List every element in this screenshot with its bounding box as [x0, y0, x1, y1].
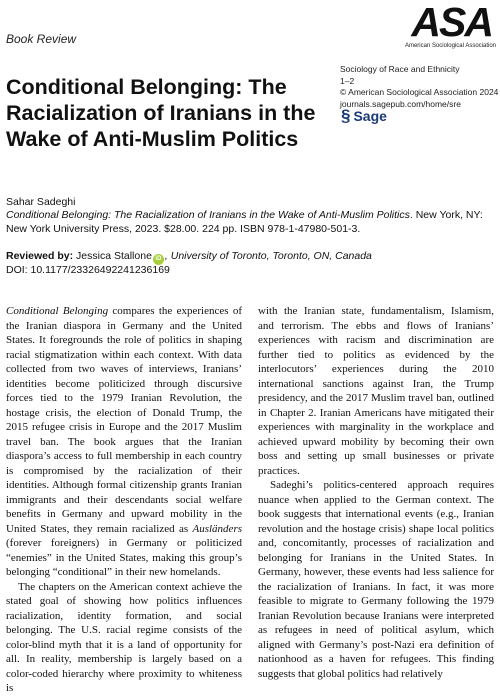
section-label: Book Review — [6, 32, 77, 46]
term-italic: Ausländers — [192, 522, 242, 535]
paragraph — [6, 304, 242, 580]
book-author: Sahar Sadeghi — [6, 196, 76, 208]
reviewer-line — [6, 250, 372, 265]
paragraph: The chapters on the American context achieve the stated goal of showing how politics influences racialization, identity formation, and social belonging. The U.S. racial regime consists of the color-blind myth that it is a land of opportunity for all. In reality, membership is largely based on a color-coded hierarchy where proximity to whiteness is — [6, 580, 242, 694]
reviewer-affiliation: , University of Toronto, Toronto, ON, Canada — [164, 250, 372, 262]
book-title: Conditional Belonging: The Racialization of Iranians in the Wake of Anti-Muslim Politics — [6, 209, 410, 221]
article-title: Conditional Belonging: The Racialization of Iranians in the Wake of Anti-Muslim Politics — [6, 75, 316, 151]
reviewed-by-label: Reviewed by: — [6, 250, 74, 262]
asa-logo — [400, 2, 496, 50]
journal-url: journals.sagepub.com/home/sre — [340, 98, 461, 109]
sage-logo — [341, 106, 387, 126]
paragraph: Sadeghi’s politics-centered approach requires nuance when applied to the German context. The book suggests that international events (e.g., Iranian revolution and the hostage crisis) shape local politics and, concomitantly, processes of racialization and belonging for Iranians in the United States. In Germany, however, these events had less salience for the racialization of Iranians. In fact, it was more feasible to migrate to Germany following the 1979 Iranian Revolution because Iranians were interpreted as refugees in need of political asylum, which aligned with Germany’s post-Nazi era definition of nationhood as a haven for refugees. This finding suggests that global politics had relatively — [258, 479, 494, 680]
journal-name: Sociology of Race and Ethnicity — [340, 64, 460, 74]
asa-logo-mark: ASA — [411, 0, 492, 45]
publication-info: . New York, NY: New York University Press, 2023. $28.00. 224 pp. ISBN 978-1-47980-501-3. — [6, 209, 483, 235]
paragraph-text: (forever foreigners) in Germany or politicized “enemies” in the United States, making this group’s belonging “conditional” in their new homelands. — [6, 537, 242, 578]
body-column-right — [258, 304, 494, 681]
body-column-left — [6, 304, 242, 696]
reviewer-name: Jessica Stallone — [76, 250, 152, 262]
asa-logo-subtitle: American Sociological Association — [404, 43, 496, 49]
book-title-inline: Conditional Belonging — [6, 305, 109, 317]
page-range: 1–2 — [340, 75, 355, 86]
sage-s-icon: § — [341, 106, 351, 125]
book-citation — [6, 209, 492, 236]
paragraph-text: compares the experiences of the Iranian diaspora in Germany and the United States. It foregrounds the role of politics in shaping racial stigmatization within each context. With data collected from two waves of interviews, Iranians’ identities become politicized through discursive forces tied to the 1979 Iranian Revolution, the hostage crisis, the election of Donald Trump, the 2015 refugee crisis in Europe and the 2017 Muslim travel ban. The book argues that the Iranian diaspora’s access to full membership in each country is compromised by the racialization of their identities. Although formal citizenship grants Iranian immigrants and their descendants social welfare benefits in Germany and upward mobility in the United States, they remain racialized as — [6, 305, 242, 535]
orcid-icon[interactable]: iD — [153, 254, 164, 265]
journal-info — [340, 64, 498, 110]
sage-wordmark: Sage — [353, 108, 387, 124]
paragraph: with the Iranian state, fundamentalism, Islamism, and terrorism. The ebbs and flows of Iranians’ experiences with racism and discrimination are further tied to politics as evidenced by the interlocutors’ experiences during the 2010 international sanctions against Iran, the Trump presidency, and the 2017 Muslim travel ban, outlined in Chapter 2. Iranian Americans have mitigated their experiences with marginality in the workplace and achieved upward mobility by becoming their own boss and setting up small businesses or private practices. — [258, 305, 494, 477]
copyright: © American Sociological Association 2024 — [340, 87, 499, 97]
doi[interactable]: DOI: 10.1177/23326492241236169 — [6, 264, 170, 276]
